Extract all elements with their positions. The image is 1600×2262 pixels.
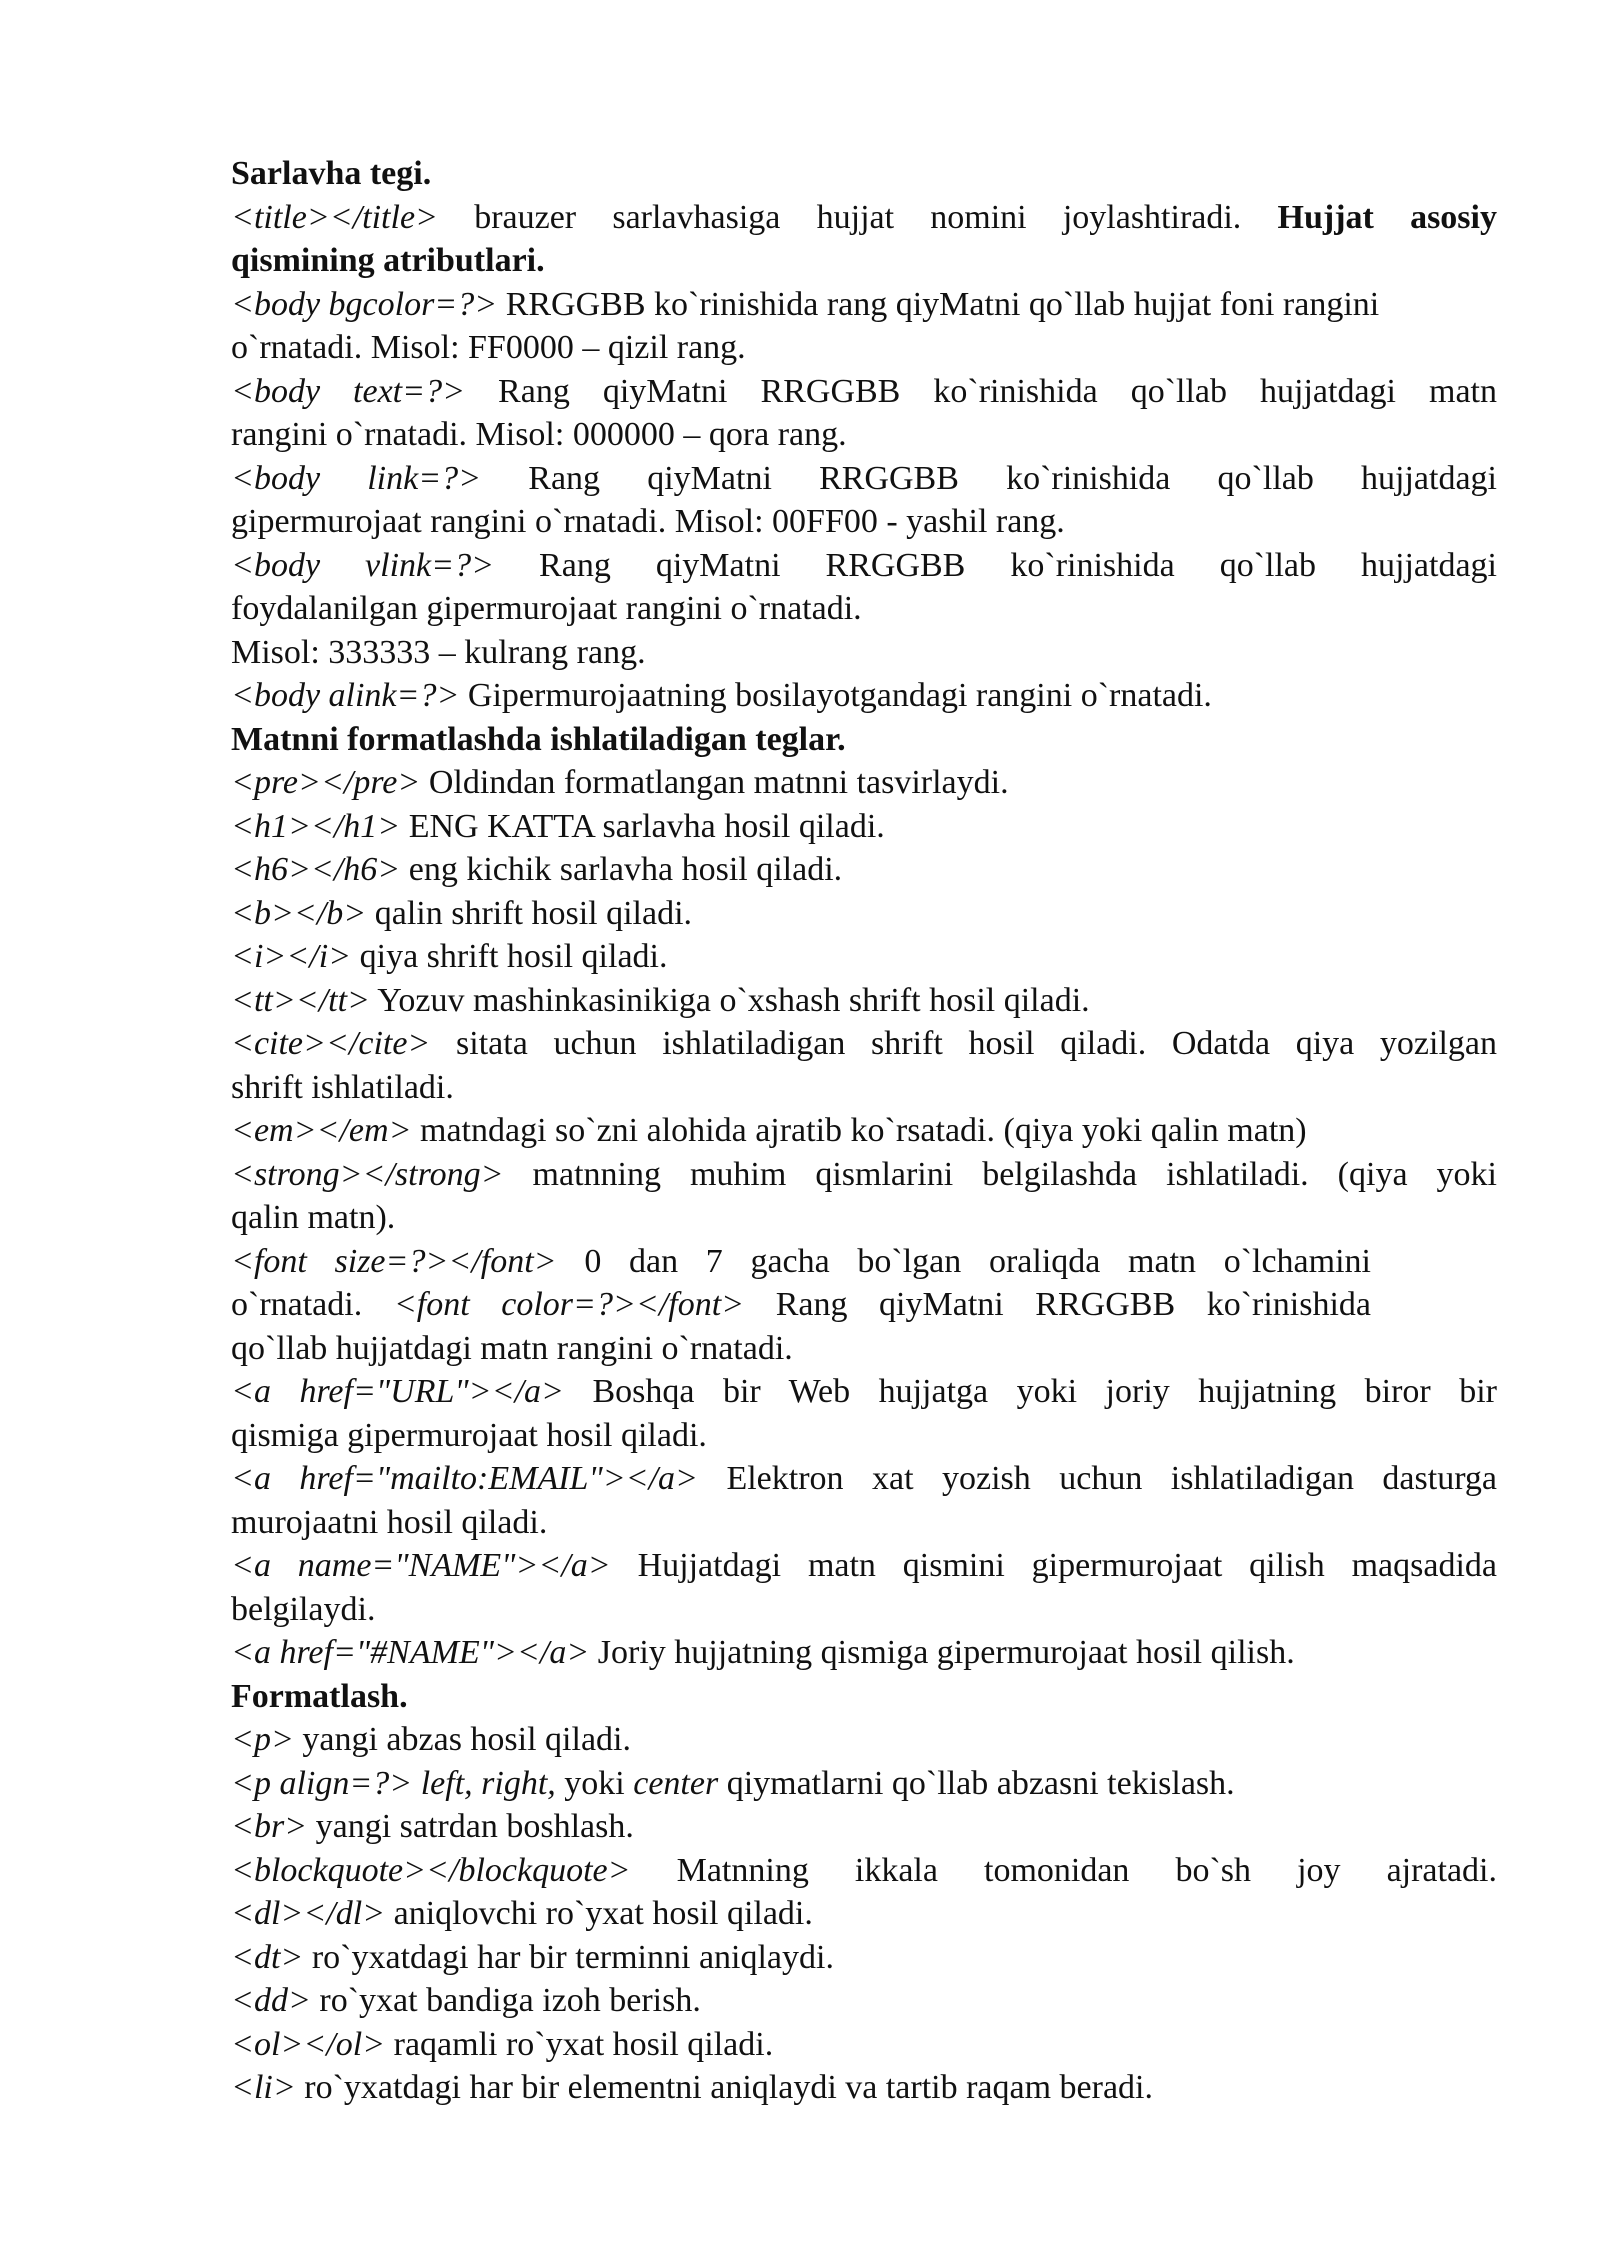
line-text: sitata uchun ishlatiladigan shrift hosil qiladi. Odatda qiya yozilgan — [430, 1025, 1497, 1062]
line-text: ro`yxatdagi har bir terminni aniqlaydi. — [303, 1938, 834, 1976]
text-line — [231, 718, 1497, 762]
line-text: Rang qiyMatni RRGGBB ko`rinishida — [744, 1286, 1372, 1323]
html-tag: <dd> — [231, 1982, 311, 2019]
text-line — [231, 1109, 1497, 1153]
text-line — [231, 1892, 1497, 1936]
line-text: raqamli ro`yxat hosil qiladi. — [385, 2025, 774, 2063]
line-text: ENG KATTA sarlavha hosil qiladi. — [400, 807, 885, 845]
line-text: eng kichik sarlavha hosil qiladi. — [400, 851, 843, 888]
line-text: qo`llab hujjatdagi matn rangini o`rnatadi. — [231, 1329, 793, 1367]
html-tag: <a href="mailto:EMAIL"></a> — [231, 1460, 698, 1497]
text-line — [231, 1153, 1497, 1197]
html-tag: <cite></cite> — [231, 1025, 431, 1062]
text-line — [231, 587, 1497, 631]
line-text: o`rnatadi. — [231, 1286, 394, 1323]
text-line — [231, 848, 1497, 892]
html-tag: <p align=?> left, right, — [231, 1764, 556, 1802]
text-line — [231, 805, 1497, 849]
section-heading: Formatlash. — [231, 1677, 408, 1715]
line-text: qiymatlarni qo`llab abzasni tekislash. — [718, 1764, 1235, 1802]
html-tag: <h1></h1> — [231, 807, 401, 845]
line-text: Oldindan formatlangan matnni tasvirlaydi. — [420, 764, 1009, 801]
line-text: matnning muhim qismlarini belgilashda ishlatiladi. (qiya yoki — [503, 1155, 1497, 1193]
line-text: Elektron xat yozish uchun ishlatiladigan dasturga — [698, 1460, 1497, 1497]
line-text: foydalanilgan gipermurojaat rangini o`rnatadi. — [231, 590, 862, 627]
text-line — [231, 1544, 1497, 1588]
text-line — [231, 1501, 1497, 1545]
line-text: Boshqa bir Web hujjatga yoki joriy hujjatning biror bir — [563, 1373, 1497, 1410]
line-text: qalin shrift hosil qiladi. — [366, 894, 693, 932]
html-tag: <font size=?></font> — [231, 1242, 557, 1280]
text-line — [231, 283, 1497, 327]
text-line — [231, 1022, 1497, 1066]
html-tag: <body link=?> — [231, 459, 482, 497]
line-text: Joriy hujjatning qismiga gipermurojaat hosil qilish. — [589, 1634, 1295, 1671]
text-line — [231, 544, 1497, 588]
section-heading: Matnni formatlashda ishlatiladigan teglar. — [231, 720, 846, 758]
html-tag: <ol></ol> — [231, 2025, 386, 2063]
line-text: ro`yxatdagi har bir elementni aniqlaydi va tartib raqam beradi. — [295, 2069, 1154, 2106]
text-line — [231, 979, 1497, 1023]
html-tag: <br> — [231, 1808, 308, 1845]
line-text: Gipermurojaatning bosilayotgandagi rangini o`rnatadi. — [459, 677, 1212, 714]
section-heading: Sarlavha tegi. — [231, 155, 432, 192]
text-line — [231, 1414, 1497, 1458]
html-tag: <dl></dl> — [231, 1895, 386, 1932]
text-line — [231, 1979, 1497, 2023]
text-line — [231, 1066, 1497, 1110]
text-line — [231, 1936, 1497, 1980]
text-line — [231, 1240, 1371, 1284]
text-line — [231, 1675, 1497, 1719]
line-text: 0 dan 7 gacha bo`lgan oraliqda matn o`lchamini — [556, 1242, 1371, 1280]
line-text: matndagi so`zni alohida ajratib ko`rsatadi. (qiya yoki qalin matn) — [411, 1112, 1307, 1149]
line-text: aniqlovchi ro`yxat hosil qiladi. — [385, 1895, 813, 1932]
html-tag: <body bgcolor=?> — [231, 285, 498, 323]
text-line — [231, 326, 1497, 370]
line-text: o`rnatadi. Misol: FF0000 – qizil rang. — [231, 329, 746, 366]
line-text: shrift ishlatiladi. — [231, 1068, 454, 1106]
html-tag: <li> — [231, 2069, 296, 2106]
html-tag: <body text=?> — [231, 372, 466, 410]
line-text: murojaatni hosil qiladi. — [231, 1503, 548, 1541]
line-text: qismiga gipermurojaat hosil qiladi. — [231, 1416, 707, 1454]
html-tag: <a name="NAME"></a> — [231, 1547, 611, 1584]
text-line — [231, 1327, 1497, 1371]
line-text: Rang qiyMatni RRGGBB ko`rinishida qo`llab hujjatdagi — [481, 459, 1498, 497]
text-line — [231, 152, 1497, 196]
text-line — [231, 761, 1497, 805]
text-line — [231, 370, 1497, 414]
text-line — [231, 674, 1497, 718]
text-line — [231, 1588, 1497, 1632]
line-text: belgilaydi. — [231, 1590, 376, 1628]
text-line — [231, 1196, 1497, 1240]
text-line — [231, 1849, 1497, 1893]
text-line — [231, 457, 1497, 501]
text-line — [231, 2066, 1497, 2110]
line-text: gipermurojaat rangini o`rnatadi. Misol: 00FF00 - yashil rang. — [231, 503, 1065, 540]
line-text: Rang qiyMatni RRGGBB ko`rinishida qo`llab hujjatdagi — [494, 546, 1498, 584]
html-tag: <a href="URL"></a> — [231, 1373, 564, 1410]
document-page — [231, 152, 1497, 2110]
html-tag: <h6></h6> — [231, 851, 401, 888]
text-line — [231, 1718, 1497, 1762]
text-line — [231, 935, 1497, 979]
text-line — [231, 2023, 1497, 2067]
text-line — [231, 413, 1497, 457]
line-text: rangini o`rnatadi. Misol: 000000 – qora rang. — [231, 416, 847, 453]
html-tag: <p> — [231, 1721, 294, 1758]
html-tag: <body vlink=?> — [231, 546, 495, 584]
html-tag: <dt> — [231, 1938, 304, 1976]
html-tag: <pre></pre> — [231, 764, 421, 801]
line-text: yangi satrdan boshlash. — [307, 1808, 634, 1845]
line-text: yoki — [555, 1764, 634, 1802]
text-line — [231, 1805, 1497, 1849]
text-line — [231, 239, 1497, 283]
html-tag: <em></em> — [231, 1112, 412, 1149]
html-tag: <title></title> — [231, 198, 438, 236]
html-tag: <i></i> — [231, 938, 352, 975]
line-text: ro`yxat bandiga izoh berish. — [310, 1982, 701, 2019]
html-tag: center — [633, 1764, 719, 1802]
line-text: yangi abzas hosil qiladi. — [293, 1721, 631, 1758]
text-line — [231, 500, 1497, 544]
html-tag: <b></b> — [231, 894, 367, 932]
text-line — [231, 631, 1497, 675]
text-line — [231, 1457, 1497, 1501]
line-text: Yozuv mashinkasinikiga o`xshash shrift hosil qiladi. — [370, 981, 1090, 1019]
line-text: qiya shrift hosil qiladi. — [351, 938, 668, 975]
section-heading: qismining atributlari. — [231, 242, 545, 279]
text-line — [231, 892, 1497, 936]
line-text: Hujjatdagi matn qismini gipermurojaat qilish maqsadida — [610, 1547, 1497, 1584]
line-text: Rang qiyMatni RRGGBB ko`rinishida qo`llab hujjatdagi matn — [465, 372, 1498, 410]
line-text: Misol: 333333 – kulrang rang. — [231, 633, 646, 671]
section-heading: Hujjat asosiy — [1277, 198, 1497, 236]
text-line — [231, 196, 1497, 240]
line-text: qalin matn). — [231, 1199, 396, 1236]
text-line — [231, 1762, 1497, 1806]
line-text: brauzer sarlavhasiga hujjat nomini joylashtiradi. — [437, 198, 1278, 236]
html-tag: <a href="#NAME"></a> — [231, 1634, 590, 1671]
html-tag: <font color=?></font> — [393, 1286, 745, 1323]
line-text: RRGGBB ko`rinishida rang qiyMatni qo`llab hujjat foni rangini — [497, 285, 1380, 323]
html-tag: <strong></strong> — [231, 1155, 504, 1193]
html-tag: <body alink=?> — [231, 677, 460, 714]
text-line — [231, 1283, 1371, 1327]
text-line — [231, 1370, 1497, 1414]
html-tag: <tt></tt> — [231, 981, 371, 1019]
html-tag: <blockquote></blockquote> — [231, 1851, 631, 1889]
line-text: Matnning ikkala tomonidan bo`sh joy ajratadi. — [630, 1851, 1497, 1889]
text-line — [231, 1631, 1497, 1675]
